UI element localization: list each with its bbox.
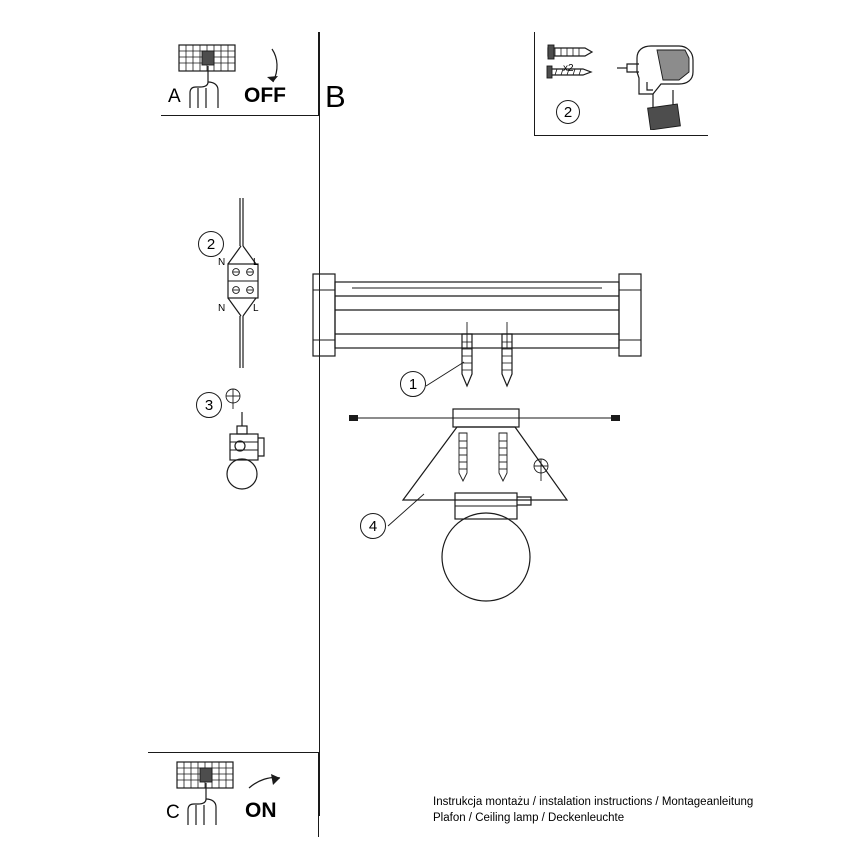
drill-icon xyxy=(617,38,701,130)
step-badge-2: 2 xyxy=(198,231,224,257)
panel-c-state: ON xyxy=(245,799,277,822)
terminal-label-l-top: L xyxy=(253,257,259,268)
step-badge-1-main: 1 xyxy=(400,371,426,397)
terminal-label-l-bottom: L xyxy=(253,303,259,314)
terminal-label-n-top: N xyxy=(218,257,226,268)
panel-c-letter: C xyxy=(166,802,180,823)
switch-icon-a xyxy=(176,42,251,112)
earth-symbol-step-3 xyxy=(221,388,245,410)
step-badge-1-top: 2 xyxy=(556,100,580,124)
step-badge-3: 3 xyxy=(196,392,222,418)
panel-a-state: OFF xyxy=(244,84,286,107)
switch-icon-c xyxy=(174,759,249,829)
press-arrow-c xyxy=(244,762,284,802)
panel-b-letter: B xyxy=(325,79,346,114)
mounting-bracket-bar xyxy=(312,266,642,366)
step-badge-4: 4 xyxy=(360,513,386,539)
panel-a-letter: A xyxy=(168,86,181,107)
leader-line-4 xyxy=(386,492,426,530)
wall-plug-icon xyxy=(545,43,595,61)
quantity-label: x2 xyxy=(563,63,574,74)
bulb-holder-icon xyxy=(216,412,270,496)
footer-line-2: Plafon / Ceiling lamp / Deckenleuchte xyxy=(433,812,625,824)
leader-line-1 xyxy=(424,360,466,390)
vertical-divider xyxy=(319,32,320,816)
terminal-label-n-bottom: N xyxy=(218,303,226,314)
footer-line-1: Instrukcja montażu / instalation instructions / Montageanleitung xyxy=(433,796,754,808)
wall-plug-right xyxy=(499,332,515,388)
wiring-diagram-step-2 xyxy=(222,198,294,370)
